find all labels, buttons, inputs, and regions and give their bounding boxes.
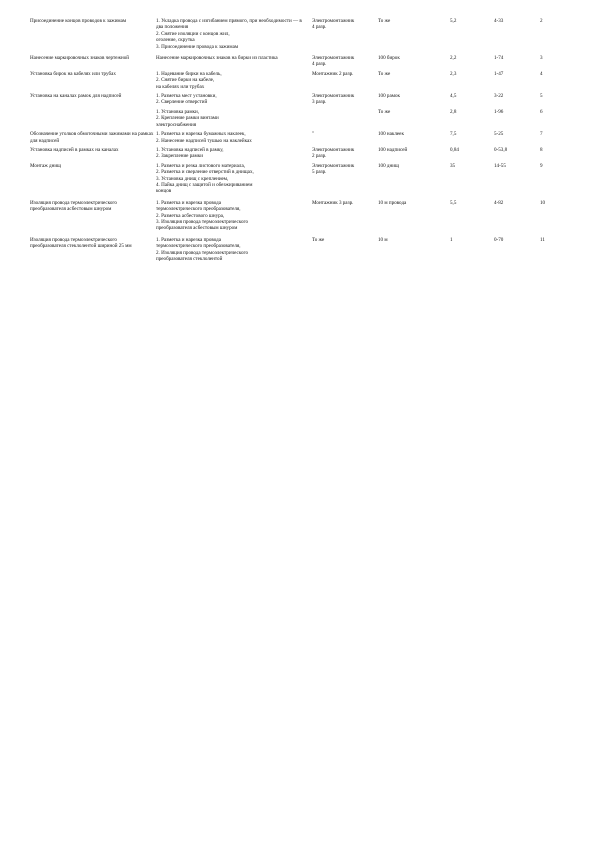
unit-cell: 100 бирок: [378, 55, 400, 62]
table-row: [30, 18, 570, 55]
work-name-cell: Обозначение уголков обмоточными зажимами на рамках для надписей: [30, 131, 154, 144]
table-row: [30, 147, 570, 163]
time-norm-cell: 2,3: [450, 70, 457, 77]
work-name-cell: Монтаж днищ: [30, 162, 61, 169]
time-norm-cell: 0,84: [450, 146, 459, 153]
rate-cell: 4-33: [494, 18, 504, 24]
document-page: [30, 18, 570, 265]
crew-cell: То же: [312, 236, 325, 243]
table-row: [30, 163, 570, 200]
work-composition-cell: 1. Разметка и нарезка бумажных наклеек, 2. Нанесение надписей тушью на наклейках: [156, 131, 252, 144]
rate-cell: 4-82: [494, 199, 504, 206]
crew-cell: Электромонтажник 3 разр.: [312, 93, 355, 106]
work-name-cell: Изоляция провода термоэлектрического преобразователя асбестовым шнуром: [30, 199, 117, 213]
unit-cell: 100 днищ: [378, 162, 399, 169]
work-name-cell: [30, 109, 156, 131]
crew-cell: Монтажник 2 разр.: [312, 70, 354, 77]
work-composition-cell: 1. Надевание бирки на кабель, 2. Снятие бирки на кабеле, на кабелях или трубах: [156, 70, 222, 90]
unit-cell: 10 м провода: [378, 199, 407, 206]
work-composition-cell: Нанесение маркировочных знаков на бирки из пластика: [156, 55, 278, 62]
rate-cell: 3-22: [494, 93, 504, 100]
crew-cell: [312, 109, 378, 131]
table-row: [30, 200, 570, 237]
row-number-cell: 4: [540, 70, 543, 77]
unit-cell: 10 м: [378, 236, 388, 243]
rate-cell: 0-53,8: [494, 146, 508, 153]
time-norm-cell: 2,2: [450, 55, 457, 62]
table-row: [30, 55, 570, 71]
work-name-cell: Установка бирок на кабелях или трубах: [30, 70, 116, 77]
time-norm-cell: 4,5: [450, 93, 457, 100]
work-name-cell: Нанесение маркировочных знаков чертежной: [30, 55, 129, 62]
crew-cell: Электромонтажник 4 разр.: [312, 55, 355, 68]
work-name-cell: Установка надписей в рамках на каналах: [30, 146, 119, 153]
work-composition-cell: 1. Разметка и нарезка провода термоэлектрического преобразователя, 2. Разметка асбестового шнура, 3. Изоляция провода термоэлектрического преобразователя асбестовым шнуром: [156, 199, 249, 232]
work-composition-cell: 1. Разметка и нарезка провода термоэлектрического преобразователя, 2. Изоляция провода термоэлектрического преобразователя стеклолентой: [156, 236, 249, 262]
table-row: [30, 71, 570, 93]
table-row: [30, 109, 570, 131]
time-norm-cell: 5,2: [450, 18, 457, 24]
time-norm-cell: 7,5: [450, 131, 457, 138]
crew-cell: Монтажник 3 разр.: [312, 199, 354, 206]
unit-cell: То же: [378, 108, 391, 115]
table-row: [30, 93, 570, 109]
work-name-cell: Изоляция провода термоэлектрического преобразователя стеклолентой шириной 25 мм: [30, 236, 132, 250]
work-composition-cell: 1. Укладка провода с изгибанием прямого, при необходимости — в два положения 2. Снятие изоляции с концов жил, оголение, скрутка 3. Присоединение провода к зажимам: [156, 18, 302, 50]
work-composition-cell: 1. Разметка и резка листового материала, 2. Разметка и сверление отверстий в днищах, 3. Установка днищ с креплением, 4. Пайка днищ с защитой и обезжириванием концов: [156, 162, 254, 195]
row-number-cell: 7: [540, 131, 543, 138]
rate-cell: 1-74: [494, 55, 504, 62]
work-composition-cell: 1. Установка рамки, 2. Крепление рамки винтами электроснабжения: [156, 108, 219, 128]
table-row: [30, 237, 570, 266]
unit-cell: 100 надписей: [378, 146, 408, 153]
row-number-cell: 6: [540, 108, 543, 115]
work-composition-cell: 1. Разметка мест установки, 2. Сверление отверстий: [156, 93, 217, 106]
work-name-cell: Присоединение концов проводов к зажимам: [30, 18, 127, 24]
work-composition-cell: 1. Установка надписей в рамку, 2. Закрепление рамки: [156, 146, 224, 160]
unit-cell: 100 наклеек: [378, 131, 404, 138]
row-number-cell: 3: [540, 55, 543, 62]
time-norm-cell: 5,5: [450, 199, 457, 206]
crew-cell: Электромонтажник 4 разр.: [312, 18, 355, 31]
crew-cell: ": [312, 131, 315, 138]
rate-cell: 5-25: [494, 131, 504, 138]
row-number-cell: 10: [540, 199, 546, 206]
time-norm-cell: 1: [450, 236, 453, 243]
row-number-cell: 2: [540, 18, 543, 24]
row-number-cell: 5: [540, 93, 543, 100]
time-norm-cell: 35: [450, 162, 456, 169]
rate-cell: 1-47: [494, 70, 504, 77]
unit-cell: 100 рамок: [378, 93, 400, 100]
rate-cell: 1-96: [494, 108, 504, 115]
crew-cell: Электромонтажник 5 разр.: [312, 162, 355, 176]
row-number-cell: 8: [540, 146, 543, 153]
work-name-cell: Установка на каналах рамок для надписей: [30, 93, 122, 100]
row-number-cell: 11: [540, 236, 545, 243]
unit-cell: То же: [378, 18, 391, 24]
norms-table: [30, 18, 570, 265]
time-norm-cell: 2,8: [450, 108, 457, 115]
rate-cell: 0-70: [494, 236, 504, 243]
rate-cell: 14-55: [494, 162, 506, 169]
table-row: [30, 131, 570, 147]
unit-cell: То же: [378, 70, 391, 77]
row-number-cell: 9: [540, 162, 543, 169]
crew-cell: Электромонтажник 2 разр.: [312, 146, 355, 160]
